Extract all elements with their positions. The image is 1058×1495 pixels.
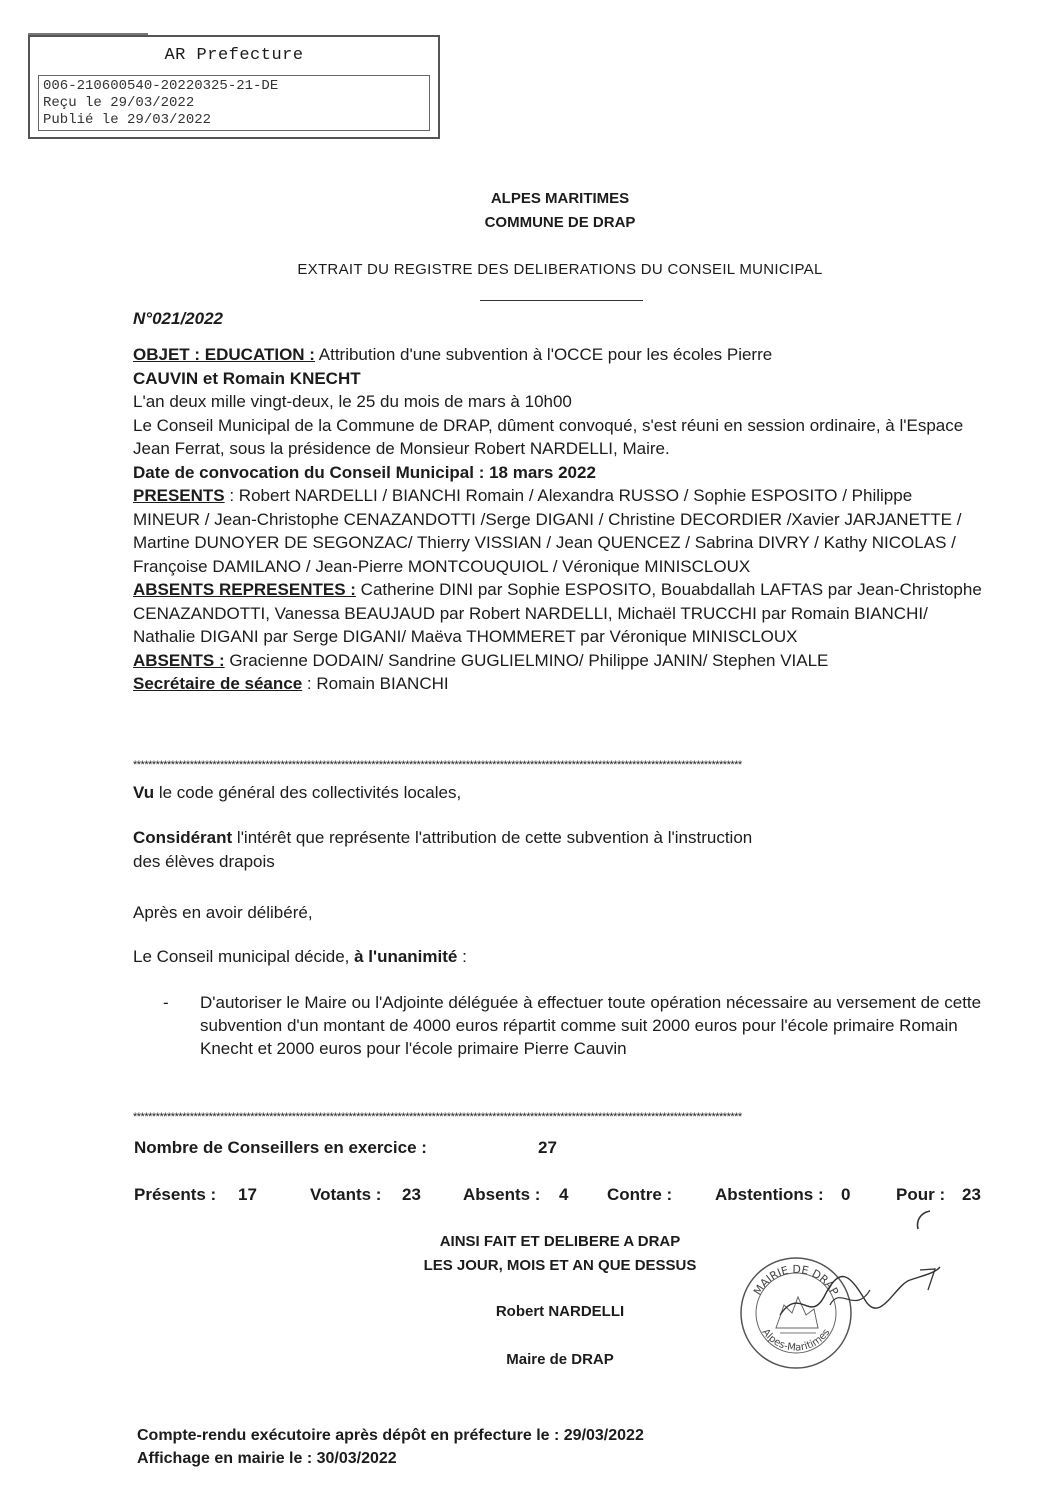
objet-text-2: CAUVIN et Romain KNECHT [133, 368, 361, 388]
presents-count-label: Présents : [134, 1185, 217, 1204]
stamp-line-published: Publié le 29/03/2022 [43, 112, 212, 128]
register-heading: EXTRAIT DU REGISTRE DES DELIBERATIONS DU CONSEIL MUNICIPAL [297, 261, 823, 278]
represented-label: ABSENTS REPRESENTES : [133, 580, 356, 599]
considerant-text-2: des élèves drapois [133, 851, 275, 871]
pour-count: 23 [962, 1185, 981, 1204]
signature-line-1: AINSI FAIT ET DELIBERE A DRAP [439, 1233, 681, 1250]
svg-text:Alpes-Maritimes: Alpes-Maritimes [759, 1327, 833, 1354]
vu-paragraph [133, 781, 983, 805]
executoire-line: Compte-rendu exécutoire après dépôt en préfecture le : 29/03/2022 [137, 1427, 644, 1444]
conseillers-value: 27 [538, 1138, 557, 1157]
decision-dash: - [163, 993, 169, 1012]
objet-text-1: Attribution d'une subvention à l'OCCE pour les écoles Pierre [314, 345, 773, 364]
decide-paragraph [133, 945, 983, 969]
secretary-paragraph [133, 672, 983, 696]
represented-paragraph [133, 578, 983, 649]
session-text: Le Conseil Municipal de la Commune de DRAP, dûment convoqué, s'est réuni en session ordinaire, à l'Espace Jean Ferrat, sous la présidence de Monsieur Robert NARDELLI, Maire. [133, 415, 964, 458]
decide-unanimity: à l'unanimité [354, 947, 458, 966]
abstentions-label: Abstentions : [715, 1185, 824, 1204]
considerant-text-1: l'intérêt que représente l'attribution de cette subvention à l'instruction [232, 828, 753, 847]
absents-label: ABSENTS : [133, 650, 225, 670]
decide-end: : [457, 947, 467, 966]
absents-paragraph [133, 649, 983, 673]
heading-divider [480, 300, 643, 301]
department-heading: ALPES MARITIMES [490, 190, 630, 207]
contre-label: Contre : [607, 1185, 673, 1204]
represented-list: Catherine DINI par Sophie ESPOSITO, Bouabdallah LAFTAS par Jean-Christophe CENAZANDOTTI, Vanessa BEAUJAUD par Robert NARDELLI, Michaël TRUCCHI par Romain BIANCHI/ Nathalie DIGANI par Serge DIGANI/ Maëva THOMMERET par Véronique MINISCLOUX [133, 580, 982, 646]
votants-count: 23 [402, 1185, 421, 1204]
objet-block [133, 343, 983, 696]
mayor-title: Maire de DRAP [506, 1351, 614, 1368]
signature-line-2: LES JOUR, MOIS ET AN QUE DESSUS [423, 1257, 697, 1274]
presents-list: : Robert NARDELLI / BIANCHI Romain / Alexandra RUSSO / Sophie ESPOSITO / Philippe MINEUR / Jean-Christophe CENAZANDOTTI /Serge DIGANI / Christine DECORDIER /Xavier JARJANETTE / Martine DUNOYER DE SEGONZAC/ Thierry VISSIAN / Jean QUENCEZ / Sabrina DIVRY / Kathy NICOLAS / Françoise DAMILANO / Jean-Pierre MONTCOUQUIOL / Véronique MINISCLOUX [133, 486, 962, 576]
votants-label: Votants : [310, 1185, 382, 1204]
vu-text: le code général des collectivités locales, [154, 783, 462, 802]
commune-heading: COMMUNE DE DRAP [484, 214, 636, 231]
separator-stars-bottom: ***************************************************************************************************************************************************************** [133, 1111, 742, 1123]
absents-count: 4 [559, 1185, 569, 1204]
convocation-date: Date de convocation du Conseil Municipal : 18 mars 2022 [133, 462, 596, 482]
session-date: L'an deux mille vingt-deux, le 25 du mois de mars à 10h00 [133, 392, 572, 411]
affichage-line: Affichage en mairie le : 30/03/2022 [137, 1450, 397, 1467]
absents-count-label: Absents : [463, 1185, 541, 1204]
decision-item [163, 991, 987, 1060]
absents-list: Gracienne DODAIN/ Sandrine GUGLIELMINO/ Philippe JANIN/ Stephen VIALE [224, 650, 829, 670]
objet-label: OBJET : EDUCATION : [133, 345, 315, 364]
presents-count: 17 [238, 1185, 257, 1204]
mayor-signature-icon [770, 1255, 950, 1335]
stamp-details [38, 75, 430, 131]
pour-label: Pour : [896, 1185, 946, 1204]
objet-line-1 [133, 343, 983, 367]
secretary-name: : Romain BIANCHI [302, 674, 449, 693]
decision-text: D'autoriser le Maire ou l'Adjointe déléguée à effectuer toute opération nécessaire au versement de cette subvention d'un montant de 4000 euros répartit comme suit 2000 euros pour l'école primaire Romain Knecht et 2000 euros pour l'école primaire Pierre Cauvin [200, 993, 982, 1058]
presents-label: PRESENTS [133, 486, 225, 505]
stamp-line-received: Reçu le 29/03/2022 [43, 95, 195, 111]
deliberation-number: N°021/2022 [133, 309, 223, 328]
handwritten-mark-icon [906, 1207, 936, 1233]
mayor-name: Robert NARDELLI [495, 1303, 625, 1320]
decide-text: Le Conseil municipal décide, [133, 947, 355, 966]
apres-paragraph: Après en avoir délibéré, [133, 903, 313, 922]
considerant-paragraph [133, 826, 983, 873]
presents-paragraph [133, 484, 983, 578]
conseillers-label: Nombre de Conseillers en exercice : [134, 1138, 427, 1157]
considerant-label: Considérant [133, 828, 233, 847]
prefecture-stamp [28, 35, 440, 139]
stamp-line-id: 006-210600540-20220325-21-DE [43, 78, 279, 94]
secretary-label: Secrétaire de séance [133, 674, 303, 693]
abstentions-count: 0 [841, 1185, 851, 1204]
svg-text:MAIRIE DE DRAP: MAIRIE DE DRAP [751, 1262, 842, 1298]
separator-stars-top: ***************************************************************************************************************************************************************** [133, 759, 742, 771]
vu-label: Vu [133, 783, 155, 802]
stamp-title: AR Prefecture [164, 46, 304, 65]
